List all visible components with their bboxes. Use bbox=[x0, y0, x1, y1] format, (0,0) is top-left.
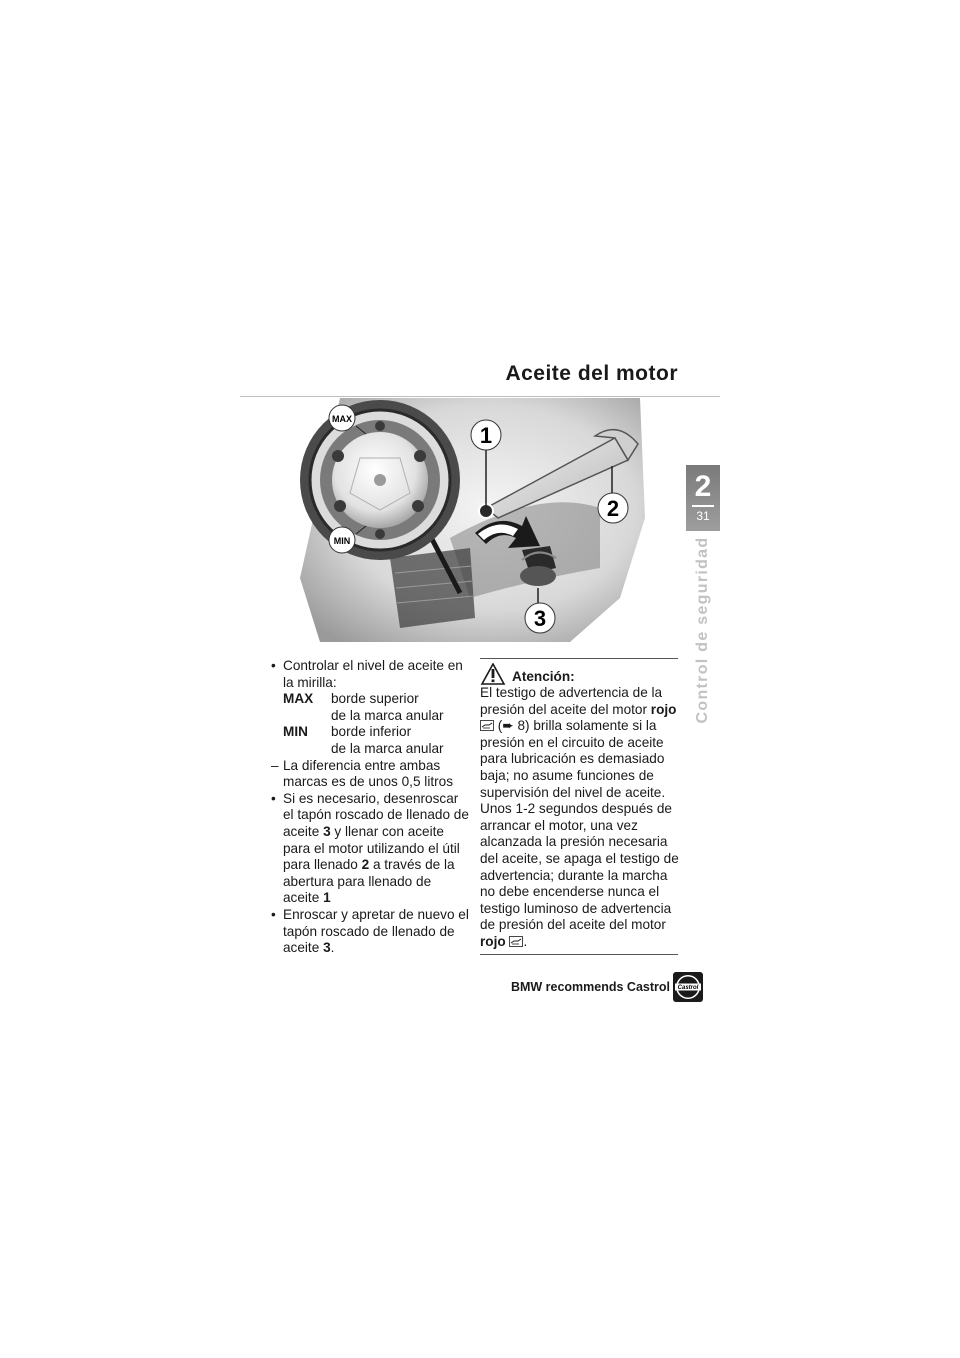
bullet: • bbox=[271, 790, 276, 806]
definition-value: borde superior de la marca anular bbox=[331, 691, 444, 723]
svg-text:Castrol: Castrol bbox=[677, 985, 699, 992]
level-definitions bbox=[283, 691, 469, 757]
svg-text:MIN: MIN bbox=[333, 536, 351, 546]
dash: – bbox=[271, 757, 279, 773]
svg-text:1: 1 bbox=[479, 423, 493, 448]
note-top-rule bbox=[480, 658, 678, 659]
footer-text: BMW recommends Castrol bbox=[510, 980, 670, 994]
warning-paragraph: Unos 1-2 segundos después de arrancar el motor, una vez alcanzada la presión necesaria del aceite, se apaga el testigo de advertencia; durante la marcha no debe encenderse nunca el testigo luminoso de advertencia de presión del aceite del motor rojo . bbox=[480, 801, 679, 949]
engine-oil-figure bbox=[300, 398, 680, 642]
definition-row bbox=[283, 724, 469, 757]
definition-row bbox=[283, 691, 469, 724]
svg-text:MAX: MAX bbox=[332, 414, 352, 424]
svg-text:2: 2 bbox=[606, 496, 620, 521]
list-item: – La diferencia entre ambas marcas es de unos 0,5 litros bbox=[271, 757, 454, 790]
note-bottom-rule bbox=[480, 954, 678, 955]
page-number: 31 bbox=[696, 509, 710, 523]
callout-2 bbox=[598, 493, 628, 523]
list-item: • Si es necesario, desenroscar el tapón roscado de llenado de aceite 3 y llenar con aceite para el motor utilizando el útil para llenado 2 a través de la abertura para llenado de aceite 1 bbox=[271, 790, 469, 906]
bullet: • bbox=[271, 658, 276, 673]
list-item: • Controlar el nivel de aceite en la mirilla: MAX borde superior de la marca anular MIN borde inferior de la marca anular bbox=[271, 658, 469, 758]
definition-key: MAX bbox=[283, 691, 314, 707]
arrow-right-icon: ➨ bbox=[502, 718, 514, 734]
svg-text:3: 3 bbox=[533, 606, 547, 631]
list-item: • Enroscar y apretar de nuevo el tapón roscado de llenado de aceite 3. bbox=[271, 906, 469, 956]
warning-header bbox=[480, 661, 680, 685]
castrol-logo bbox=[673, 972, 703, 1002]
footer bbox=[511, 972, 703, 1002]
bullet: • bbox=[271, 906, 276, 922]
engine-oil-illustration bbox=[300, 398, 680, 642]
oil-pressure-icon bbox=[509, 936, 523, 947]
oil-pressure-icon bbox=[480, 720, 494, 731]
callout-1 bbox=[471, 420, 501, 450]
definition-key: MIN bbox=[283, 724, 308, 740]
chapter-number: 2 bbox=[694, 470, 712, 503]
warning-paragraph: El testigo de advertencia de la presión del aceite del motor rojo (➨ 8) brilla solamente si la presión en el circuito de aceite para lubricación es demasiado baja; no asume funciones de supervisión del nivel de aceite. bbox=[480, 685, 677, 800]
warning-note bbox=[480, 658, 680, 955]
instructions-column bbox=[271, 658, 469, 957]
warning-title: Atención: bbox=[512, 669, 575, 684]
page-title: Aceite del motor bbox=[505, 362, 678, 385]
max-label bbox=[329, 405, 355, 431]
section-side-label: Control de seguridad bbox=[694, 536, 711, 724]
warning-triangle-icon bbox=[480, 663, 506, 685]
chapter-tab bbox=[686, 465, 720, 531]
title-rule bbox=[240, 396, 720, 397]
min-label bbox=[329, 527, 355, 553]
callout-3 bbox=[525, 603, 555, 633]
definition-value: borde inferior de la marca anular bbox=[331, 724, 444, 756]
